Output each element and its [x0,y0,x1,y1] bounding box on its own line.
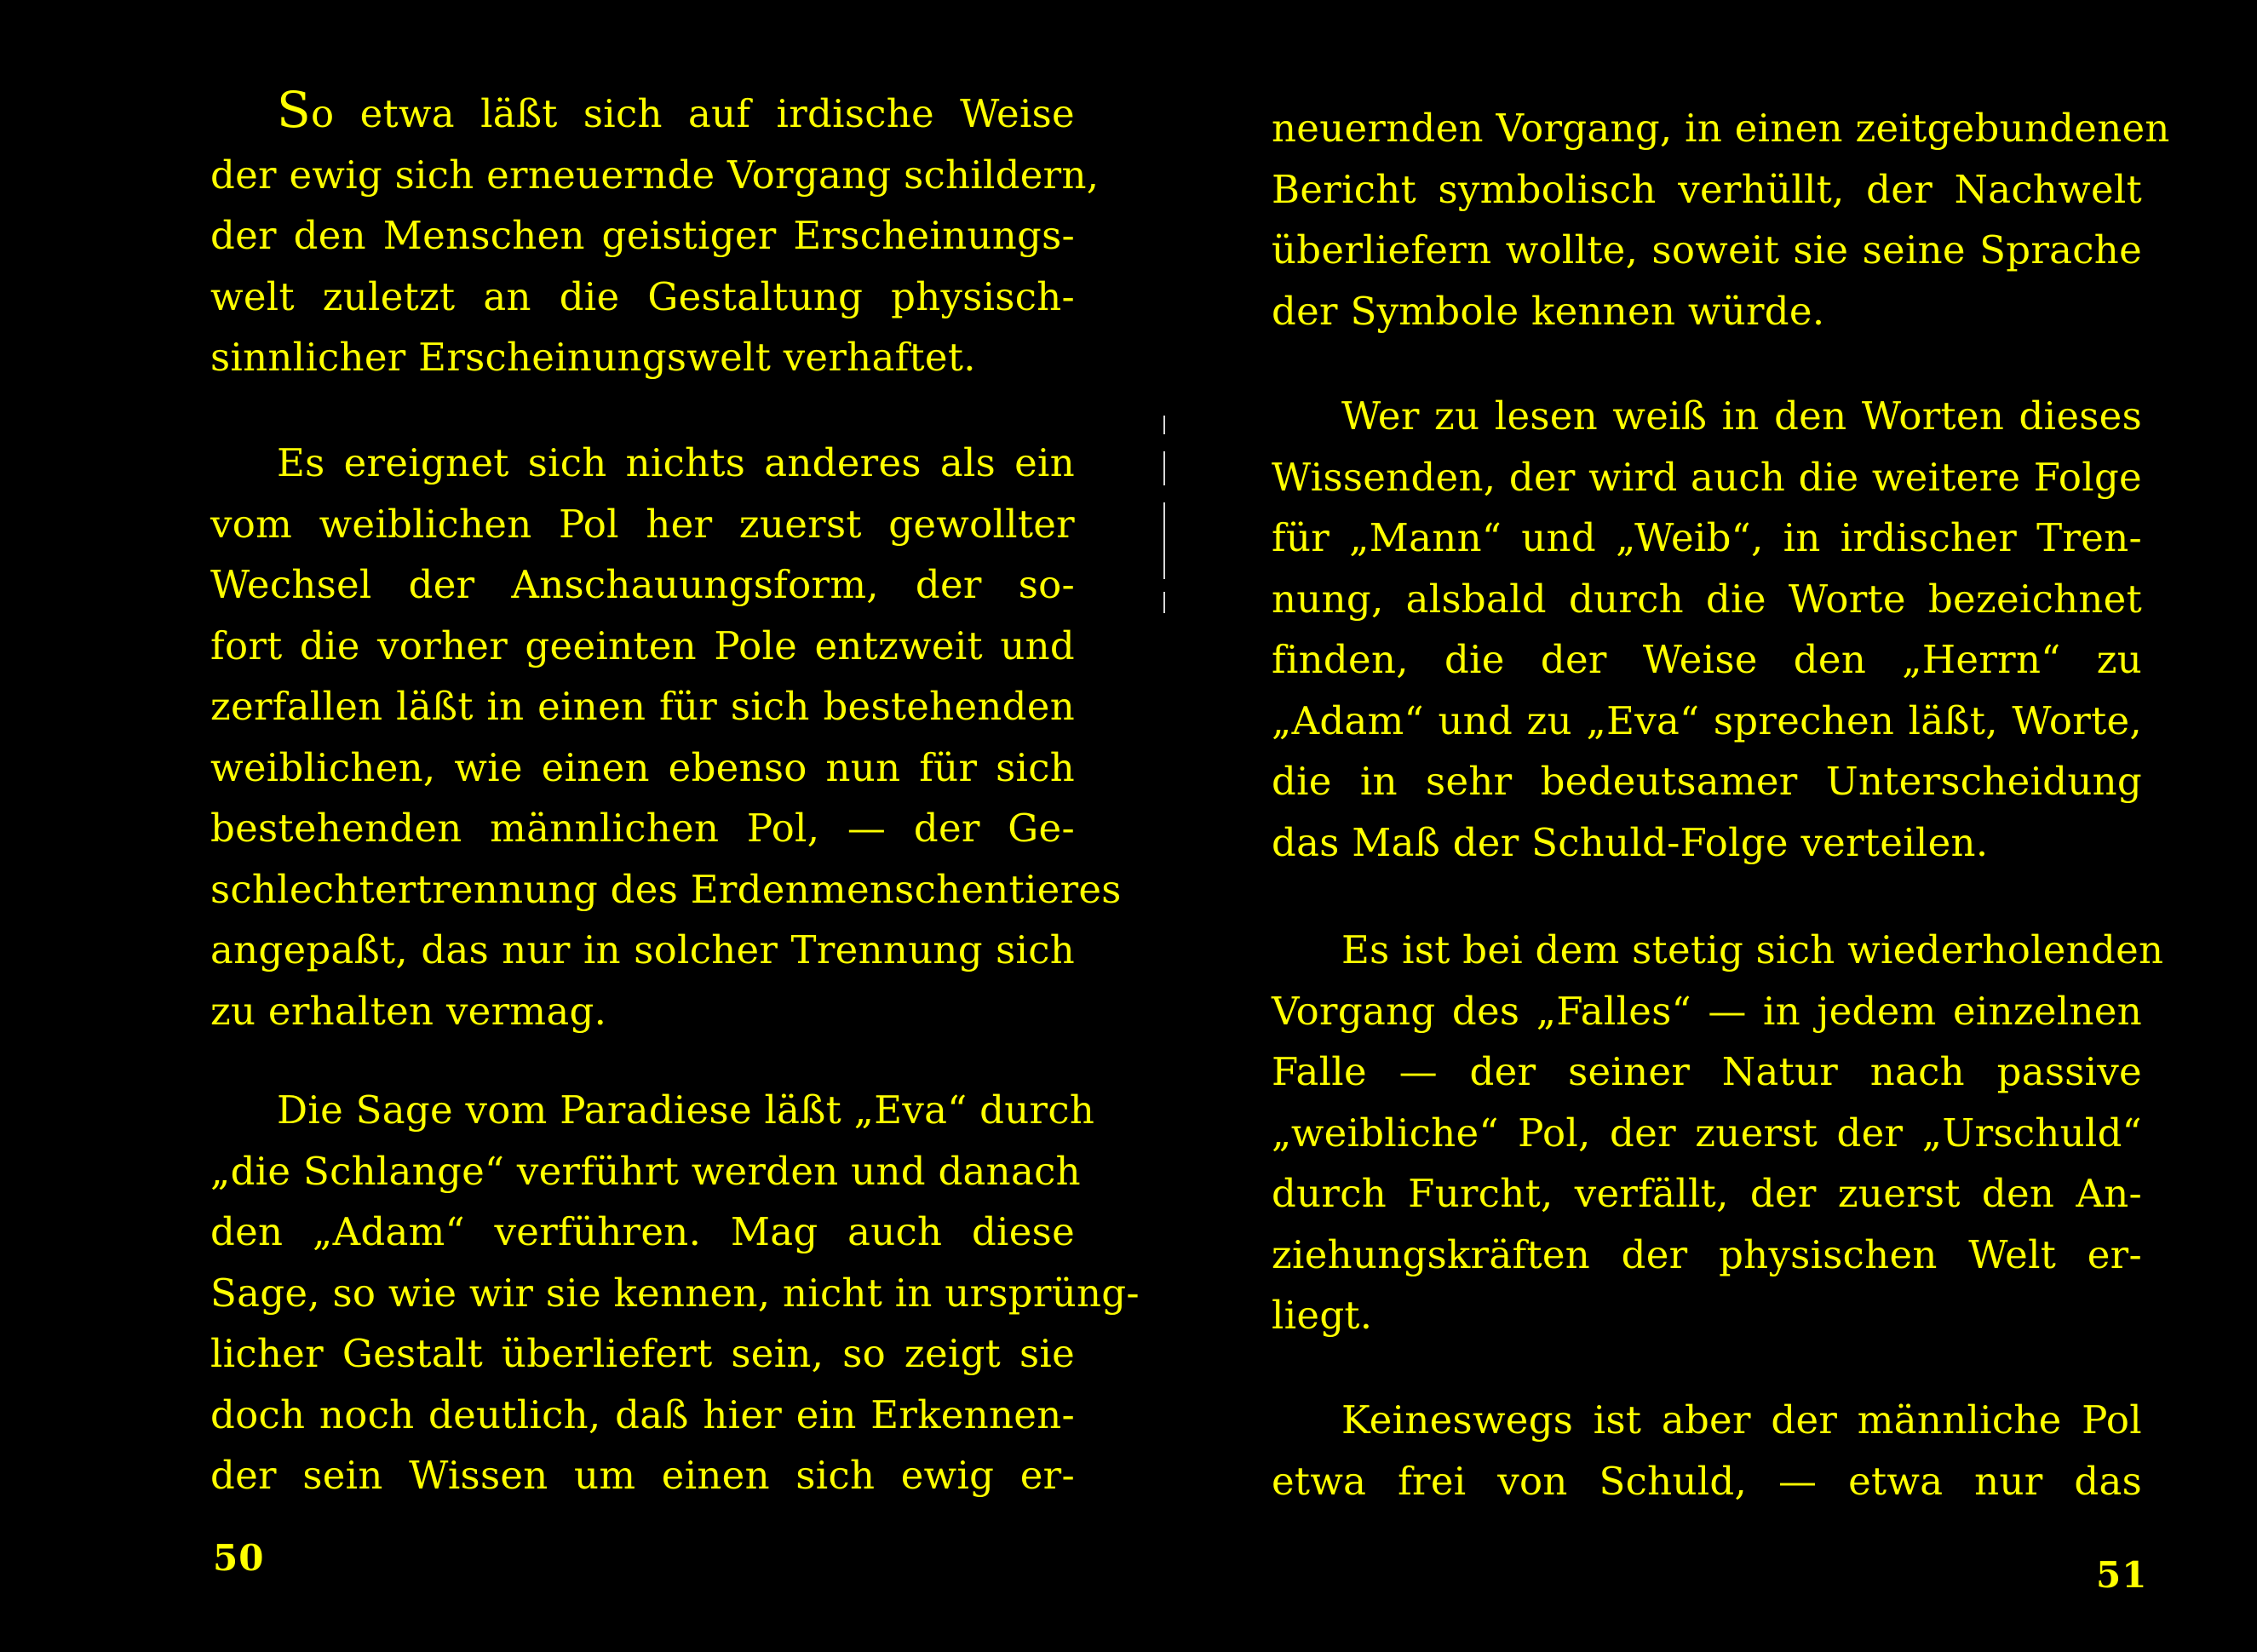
text-line: doch noch deutlich, daß hier ein Erkennen- [210,1391,1075,1437]
paragraph [1272,1390,2142,1511]
page-number: 50 [213,1537,265,1579]
text-line: Wissenden, der wird auch die weitere Folge [1272,454,2142,500]
paragraph [1272,98,2170,341]
text-line: der sein Wissen um einen sich ewig er- [210,1453,1075,1498]
paragraph [210,81,1100,388]
text-line: zerfallen läßt in einen für sich bestehenden [210,684,1075,729]
text-line: weiblichen, wie einen ebenso nun für sich [210,744,1075,790]
text-line: bestehenden männlichen Pol, — der Ge- [210,806,1075,851]
text-line: der Symbole kennen würde. [1272,288,1825,334]
text-line: „weibliche“ Pol, der zuerst der „Urschuld“ [1272,1110,2142,1156]
drop-cap: S [277,81,312,139]
text-line: angepaßt, das nur in solcher Trennung sich [210,927,1075,972]
text-line: den „Adam“ verführen. Mag auch diese [210,1209,1075,1254]
text-line: Bericht symbolisch verhüllt, der Nachwelt [1272,166,2142,212]
text-line: Keineswegs ist aber der männliche Pol [1341,1397,2142,1443]
text-line: der ewig sich erneuernde Vorgang schildern, [210,152,1100,198]
text-line: Wechsel der Anschauungsform, der so- [210,562,1075,607]
text-line: der den Menschen geistiger Erscheinungs- [210,213,1075,258]
text-line: das Maß der Schuld-Folge verteilen. [1272,819,1989,865]
text-line: „die Schlange“ verführt werden und danach [210,1148,1081,1194]
paragraph [1272,386,2142,873]
text-line: sinnlicher Erscheinungswelt verhaftet. [210,335,976,380]
text-line: Wer zu lesen weiß in den Worten dieses [1341,393,2142,439]
text-line: überliefern wollte, soweit sie seine Sprache [1272,227,2142,272]
text-line: liegt. [1272,1293,1373,1338]
page-number: 51 [2096,1554,2148,1596]
text-line: durch Furcht, verfällt, der zuerst den An- [1272,1171,2142,1216]
paragraph [1272,920,2164,1346]
text-line: licher Gestalt überliefert sein, so zeigt sie [210,1331,1075,1376]
paragraph [210,1080,1140,1506]
text-line: ziehungskräften der physischen Welt er- [1272,1231,2142,1277]
text-line: für „Mann“ und „Weib“, in irdischer Tren- [1272,515,2142,560]
text-line: Die Sage vom Paradiese läßt „Eva“ durch [277,1087,1095,1133]
text-line: zu erhalten vermag. [210,988,607,1034]
text-line: die in sehr bedeutsamer Unterscheidung [1272,759,2142,804]
paragraph [210,433,1122,1041]
text-line: etwa frei von Schuld, — etwa nur das [1272,1458,2142,1504]
text-line: nung, alsbald durch die Worte bezeichnet [1272,576,2142,622]
text-line: „Adam“ und zu „Eva“ sprechen läßt, Worte, [1272,697,2142,743]
text-line: welt zuletzt an die Gestaltung physisch- [210,273,1075,319]
text-line: Falle — der seiner Natur nach passive [1272,1049,2142,1094]
text-line: fort die vorher geeinten Pole entzweit und [210,622,1075,668]
text-line: Es ereignet sich nichts anderes als ein [277,440,1075,485]
text-line: Es ist bei dem stetig sich wiederholenden [1341,927,2164,972]
right-page [1128,0,2257,1652]
text-line: finden, die der Weise den „Herrn“ zu [1272,637,2142,682]
text-line: schlechtertrennung des Erdenmenschentieres [210,866,1122,912]
text-line: Vorgang des „Falles“ — in jedem einzelnen [1272,988,2142,1034]
text-line: neuernden Vorgang, in einen zeitgebundenen [1272,106,2170,151]
text-line: So etwa läßt sich auf irdische Weise [277,81,1075,139]
text-line: Sage, so wie wir sie kennen, nicht in ursprüng- [210,1270,1140,1316]
text-line: vom weiblichen Pol her zuerst gewollter [210,501,1075,547]
